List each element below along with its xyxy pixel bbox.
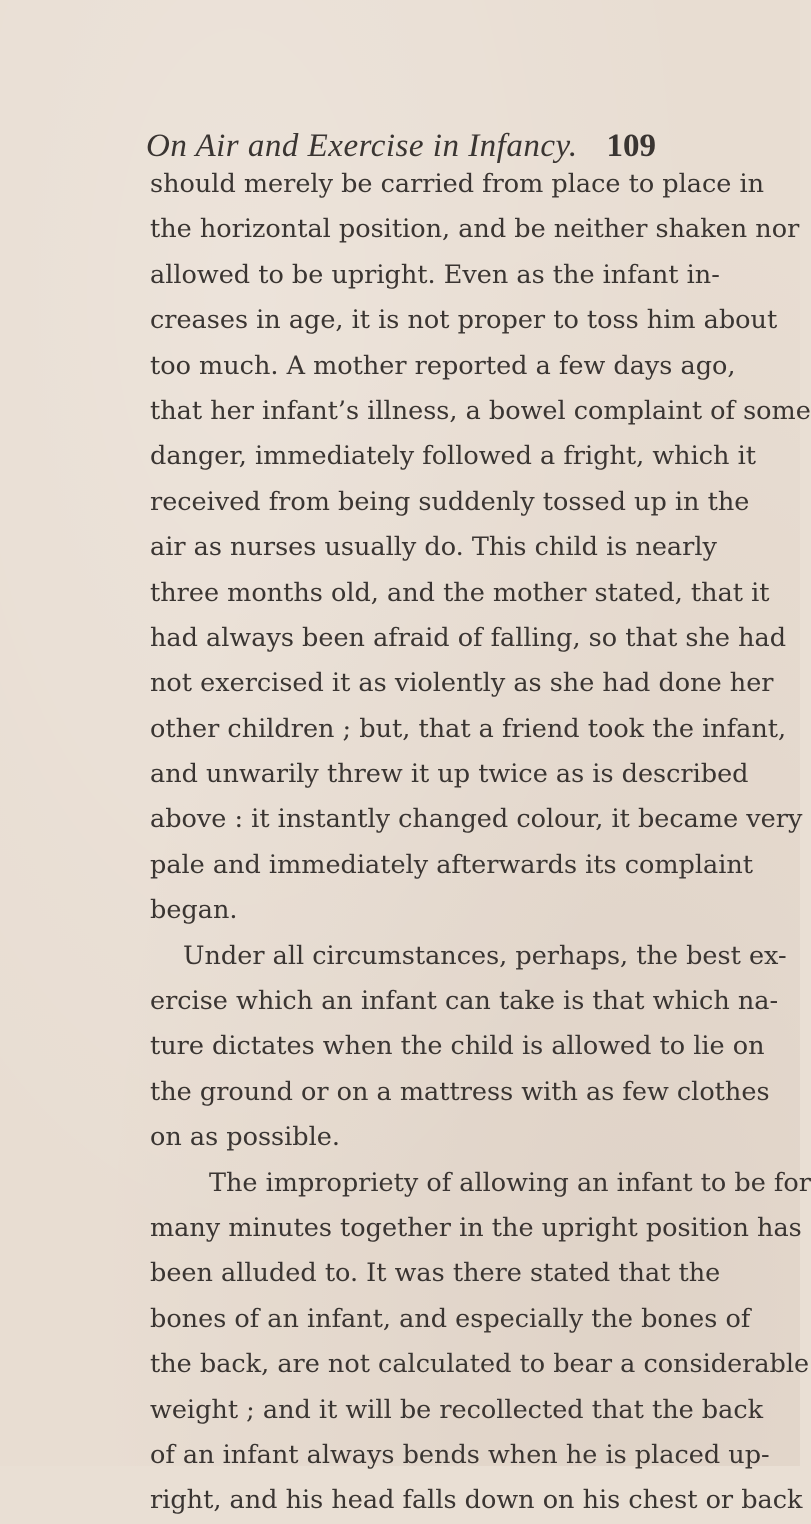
text-line: of an infant always bends when he is placed up- bbox=[150, 1439, 770, 1470]
body-text bbox=[150, 162, 811, 1524]
text-line: and unwarily threw it up twice as is described bbox=[150, 759, 749, 790]
text-line: ture dictates when the child is allowed to lie on bbox=[150, 1031, 765, 1062]
text-line: not exercised it as violently as she had done her bbox=[150, 668, 774, 699]
paragraph-end-line: began. bbox=[150, 895, 238, 926]
paragraph-start-line: Under all circumstances, perhaps, the best ex- bbox=[183, 940, 787, 971]
text-line: other children ; but, that a friend took the infant, bbox=[150, 713, 787, 744]
running-head-title: On Air and Exercise in Infancy. bbox=[146, 128, 578, 164]
text-line: above : it instantly changed colour, it became very bbox=[150, 804, 803, 835]
text-line: too much. A mother reported a few days ago, bbox=[150, 350, 736, 381]
text-line: pale and immediately afterwards its complaint bbox=[150, 849, 754, 880]
paragraph-end-line: on as possible. bbox=[150, 1122, 340, 1153]
text-line: been alluded to. It was there stated that the bbox=[150, 1258, 721, 1289]
text-line: right, and his head falls down on his chest or back bbox=[150, 1485, 803, 1516]
text-line: had always been afraid of falling, so that she had bbox=[150, 622, 787, 653]
text-line: received from being suddenly tossed up in the bbox=[150, 486, 750, 517]
text-line: bones of an infant, and especially the bones of bbox=[150, 1303, 751, 1334]
text-line: weight ; and it will be recollected that the back bbox=[150, 1394, 764, 1425]
text-line: the back, are not calculated to bear a considerable bbox=[150, 1349, 810, 1380]
text-line: danger, immediately followed a fright, which it bbox=[150, 441, 756, 472]
text-line: the ground or on a mattress with as few clothes bbox=[150, 1076, 770, 1107]
paragraph-start-line: The impropriety of allowing an infant to be for bbox=[209, 1167, 811, 1198]
text-line: allowed to be upright. Even as the infant in- bbox=[150, 259, 720, 290]
text-line: creases in age, it is not proper to toss him about bbox=[150, 305, 778, 336]
text-line: that her infant’s illness, a bowel complaint of some bbox=[150, 395, 811, 426]
text-line: three months old, and the mother stated, that it bbox=[150, 577, 770, 608]
text-line: should merely be carried from place to place in bbox=[150, 169, 765, 199]
text-line: air as nurses usually do. This child is nearly bbox=[150, 532, 717, 563]
page-number: 109 bbox=[606, 128, 656, 164]
text-line: ercise which an infant can take is that which na- bbox=[150, 986, 779, 1017]
text-line: the horizontal position, and be neither shaken nor bbox=[150, 214, 800, 245]
text-line: many minutes together in the upright position has bbox=[150, 1212, 802, 1243]
